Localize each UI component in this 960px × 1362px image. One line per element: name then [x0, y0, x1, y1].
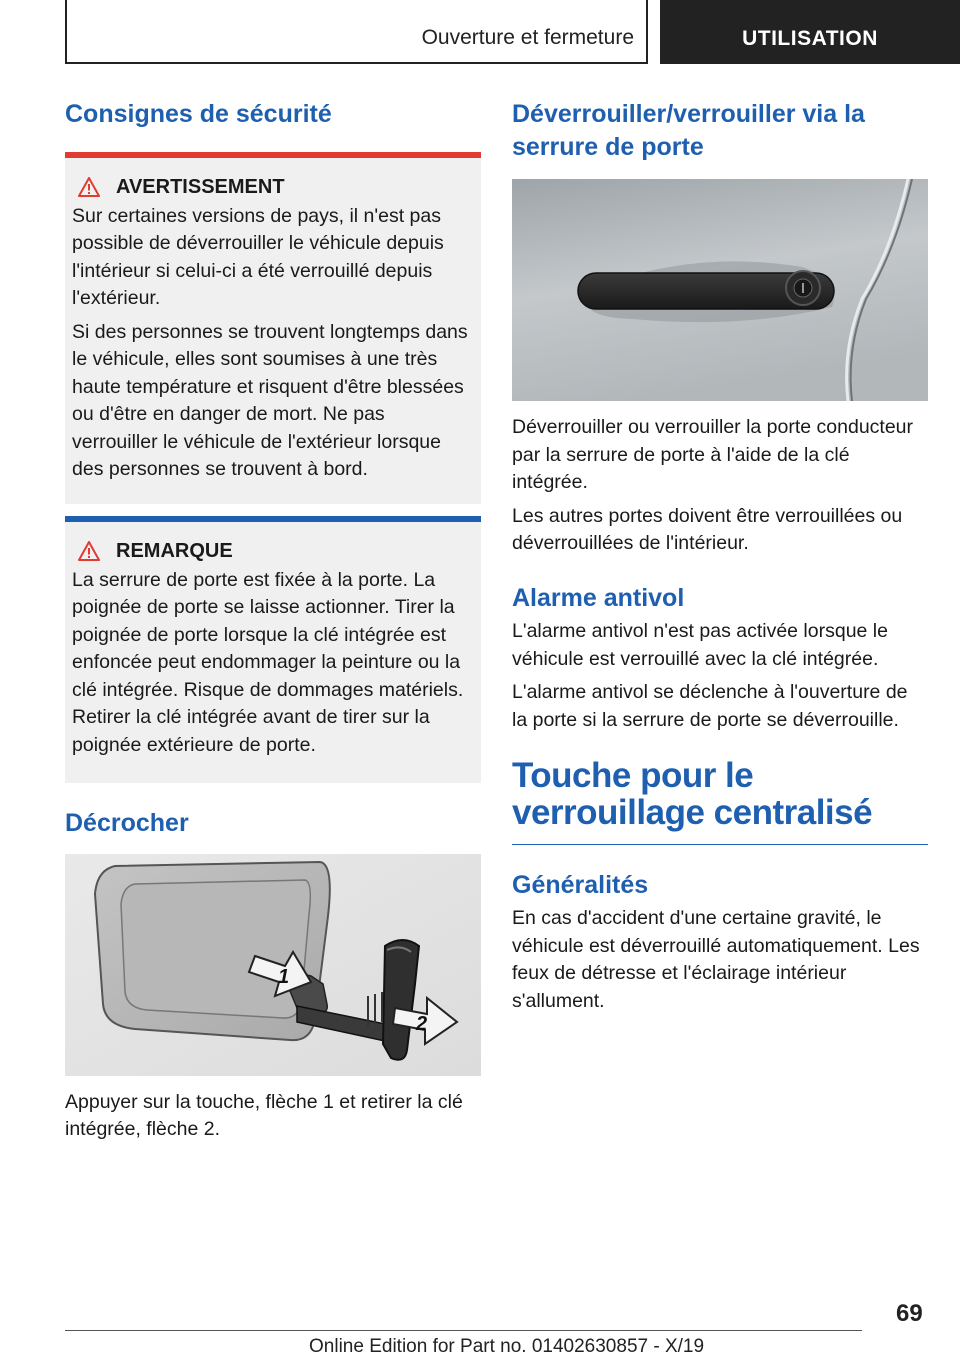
key-illustration — [65, 854, 481, 1076]
footer-edition: Online Edition for Part no. 01402630857 - X/19 — [309, 1336, 705, 1357]
general-heading: Généralités — [512, 870, 649, 899]
warning-triangle-icon — [78, 177, 100, 197]
door-lock-photo — [512, 179, 928, 401]
decrocher-caption: Appuyer sur la touche, flèche 1 et retirer la clé intégrée, flèche 2. — [65, 1090, 463, 1140]
alarm-paragraph-1: L'alarme antivol n'est pas activée lorsque le véhicule est verrouillé avec la clé intégrée. — [512, 620, 888, 670]
arrow-2-label: 2 — [416, 1012, 428, 1035]
safety-heading: Consignes de sécurité — [65, 100, 332, 128]
arrow-1-label: 1 — [278, 965, 290, 988]
notice-label: REMARQUE — [116, 539, 233, 562]
warning-paragraph-1: Sur certaines versions de pays, il n'est pas possible de déverrouiller le véhicule depuis l'intérieur si celui-ci a été verrouillé depuis l'extérieur. — [72, 204, 444, 309]
warning-box — [65, 158, 481, 504]
lock-heading: Déverrouiller/verrouiller via la serrure de porte — [512, 100, 865, 161]
header-section — [65, 0, 648, 64]
header-chapter-title: UTILISATION — [742, 27, 878, 50]
right-column — [512, 98, 928, 1015]
decrocher-heading: Décrocher — [65, 809, 189, 837]
warning-label: AVERTISSEMENT — [116, 175, 285, 198]
notice-paragraph: La serrure de porte est fixée à la porte. La poignée de porte se laisse actionner. Tirer la poignée de porte lorsque la clé intégrée est enfoncée peut endommager la peinture ou la clé intégrée. Risque de dommages matériels. Retirer la clé intégrée avant de tirer sur la poignée extérieure de porte. — [72, 568, 464, 756]
page-number: 69 — [896, 1300, 923, 1327]
left-column — [65, 98, 481, 1144]
header-chapter — [660, 0, 960, 64]
general-paragraph: En cas d'accident d'une certaine gravité, le véhicule est déverrouillé automatiquement. Les feux de détresse et l'éclairage intérieur s'allument. — [512, 907, 920, 1012]
header-section-title: Ouverture et fermeture — [421, 26, 634, 49]
central-locking-heading: Touche pour le verrouillage centralisé — [512, 756, 873, 832]
footer-rule — [65, 1330, 862, 1331]
notice-triangle-icon — [78, 541, 100, 561]
lock-paragraph-1: Déverrouiller ou verrouiller la porte conducteur par la serrure de porte à l'aide de la clé intégrée. — [512, 416, 914, 493]
alarm-heading: Alarme antivol — [512, 583, 685, 612]
warning-paragraph-2: Si des personnes se trouvent longtemps dans le véhicule, elles sont soumises à une très haute température et risquent d'être blessées ou d'être en danger de mort. Ne pas verrouiller le véhicule de l'extérieur lorsque des personnes se trouvent à bord. — [72, 320, 468, 480]
notice-box — [65, 522, 481, 784]
central-locking-rule — [512, 844, 928, 845]
alarm-paragraph-2: L'alarme antivol se déclenche à l'ouverture de la porte si la serrure de porte se déverrouille. — [512, 681, 908, 731]
lock-paragraph-2: Les autres portes doivent être verrouillées ou déverrouillées de l'intérieur. — [512, 504, 903, 554]
